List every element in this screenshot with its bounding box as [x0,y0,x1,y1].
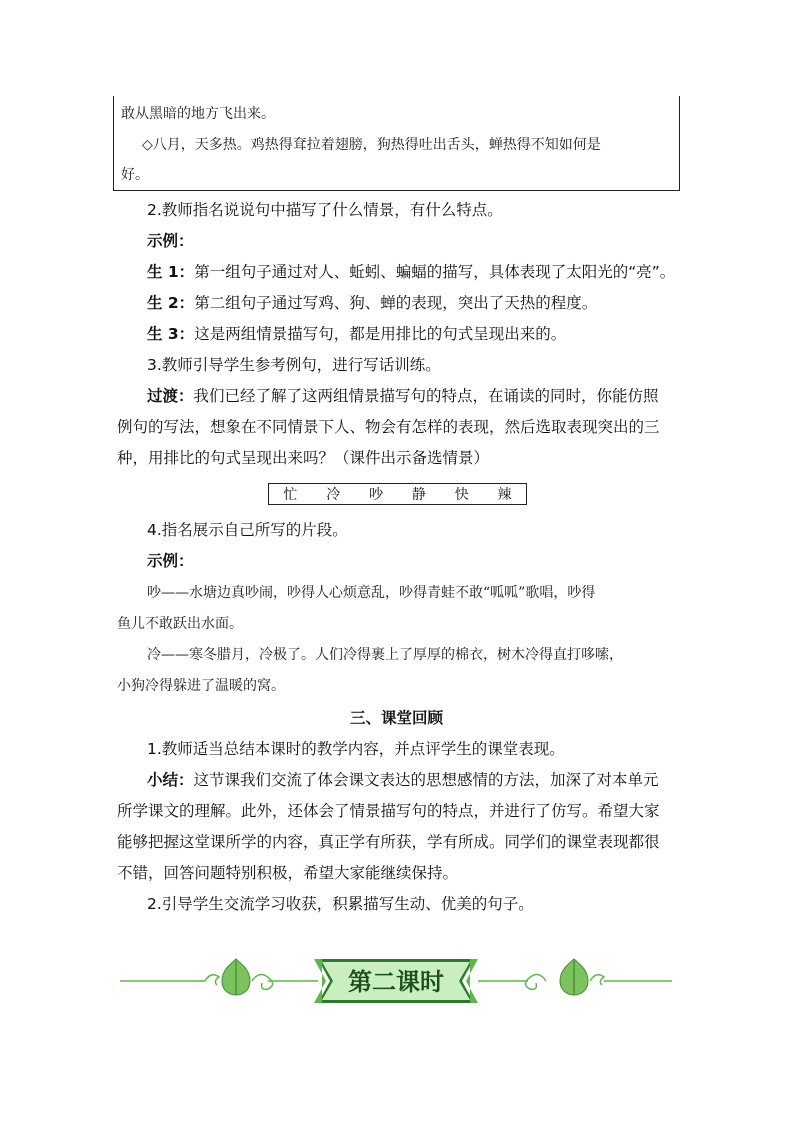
step-3: 3.教师引导学生参考例句，进行写话训练。 [147,356,441,374]
transition-line-1 [147,386,659,406]
swirl-right-icon [590,975,604,985]
leaf-right-icon [560,959,588,995]
flourish-left-icon [252,974,273,989]
example-label-2: 示例： [147,552,194,570]
student-3-label: 生 3： [147,325,195,343]
word-choice: 静 [411,487,426,503]
student-2 [147,293,597,313]
example-noisy-line-1: 吵——水塘边真吵闹，吵得人心烦意乱，吵得青蛙不敢“呱呱”歌唱，吵得 [147,585,596,601]
step-4: 4.指名展示自己所写的片段。 [147,521,348,539]
transition-line-3: 种，用排比的句式呈现出来吗？（课件出示备选情景） [117,449,490,467]
example-noisy-line-2: 鱼儿不敢跃出水面。 [117,616,243,632]
review-step-2: 2.引导学生交流学习收获，积累描写生动、优美的句子。 [147,895,534,913]
student-2-text: 第二组句子通过写鸡、狗、蝉的表现，突出了天热的程度。 [194,294,598,312]
word-choice: 快 [454,487,469,503]
student-2-label: 生 2： [147,294,195,312]
banner-title: 第二课时 [348,967,444,996]
quote-line-3: 好。 [121,167,149,183]
summary-line-2: 所学课文的理解。此外，还体会了情景描写句的特点，并进行了仿写。希望大家 [117,802,660,820]
word-choice-box [268,483,527,505]
student-1-text: 第一组句子通过对人、蚯蚓、蝙蝠的描写，具体表现了太阳光的“亮”。 [194,263,676,281]
word-choice: 忙 [283,487,298,503]
lesson-banner [0,945,793,1015]
summary-line-1 [147,770,659,790]
word-choice: 辣 [497,487,512,503]
swirl-left-icon [205,975,219,985]
quote-line-1: 敢从黑暗的地方飞出来。 [121,106,275,122]
example-cold-line-1: 冷——寒冬腊月，冷极了。人们冷得裹上了厚厚的棉衣，树木冷得直打哆嗦， [147,647,623,663]
summary-text-1: 这节课我们交流了体会课文表达的思想感情的方法，加深了对本单元 [193,771,659,789]
example-label-1: 示例： [147,232,194,250]
transition-line-2: 例句的写法，想象在不同情景下人、物会有怎样的表现，然后选取表现突出的三 [117,418,660,436]
summary-label: 小结： [147,771,194,789]
word-choice: 吵 [369,487,384,503]
student-3-text: 这是两组情景描写句，都是用排比的句式呈现出来的。 [194,325,567,343]
summary-line-4: 不错，回答问题特别积极，希望大家能继续保持。 [117,864,459,882]
summary-line-3: 能够把握这堂课所学的内容，真正学有所获，学有所成。同学们的课堂表现都很 [117,833,660,851]
transition-text-1: 我们已经了解了这两组情景描写句的特点，在诵读的同时，你能仿照 [193,387,659,405]
transition-label: 过渡： [147,387,194,405]
student-1-label: 生 1： [147,263,195,281]
quote-line-2: ◇八月，天多热。鸡热得耷拉着翅膀，狗热得吐出舌头，蝉热得不知如何是 [142,137,601,153]
example-cold-line-2: 小狗冷得躲进了温暖的窝。 [117,678,285,694]
word-choice: 冷 [326,487,341,503]
leaf-left-icon [222,959,250,995]
flourish-right-icon [525,974,546,989]
student-1 [147,262,675,282]
step-2: 2.教师指名说说句中描写了什么情景，有什么特点。 [147,201,503,219]
review-step-1: 1.教师适当总结本课时的教学内容，并点评学生的课堂表现。 [147,740,565,758]
section-title: 三、课堂回顾 [349,709,443,727]
student-3 [147,324,566,344]
